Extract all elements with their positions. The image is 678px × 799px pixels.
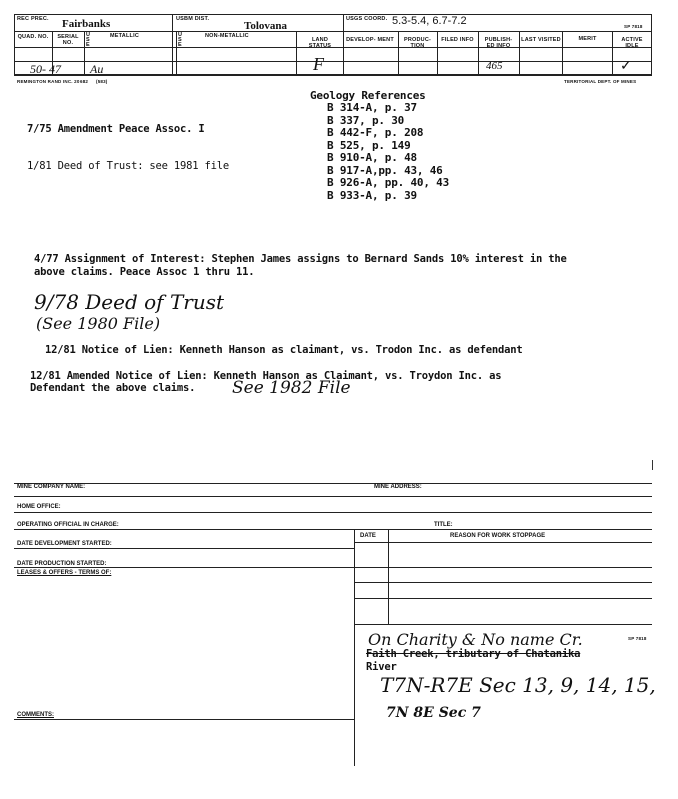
geology-reference-item: B 337, p. 30 (327, 113, 405, 127)
col-serial-no: SERIAL NO. (57, 34, 79, 46)
mine-company-label: MINE COMPANY NAME: (17, 484, 86, 490)
rec-prec-value: Fairbanks (62, 18, 111, 30)
operating-official-label: OPERATING OFFICIAL IN CHARGE: (17, 522, 119, 528)
handwritten-see-1982-file: See 1982 File (232, 378, 351, 398)
published-value: 465 (486, 60, 503, 72)
date-column-label: DATE (360, 533, 376, 539)
geology-reference-item: B 314-A, p. 37 (327, 101, 417, 114)
amendment-note: 7/75 Amendment Peace Assoc. I (27, 123, 205, 135)
form-code-2: (583) (96, 79, 108, 84)
col-quad-no: QUAD. NO. (17, 34, 49, 40)
handwritten-township-range: T7N-R7E Sec 13, 9, 14, 15, (380, 673, 656, 697)
col-production: PRODUC- TION (403, 37, 432, 49)
assignment-line-2: above claims. Peace Assoc 1 thru 11. (34, 266, 255, 278)
col-filed-info: FILED INFO (441, 37, 474, 43)
printer-credit: REMINGTON RAND INC. 20 (17, 79, 80, 84)
col-development: DEVELOP- MENT (346, 37, 394, 43)
form-code-1: 682 (80, 79, 89, 84)
usgs-coord-label: USGS COORD. (346, 16, 388, 22)
date-development-label: DATE DEVELOPMENT STARTED: (17, 541, 112, 547)
col-metallic: METALLIC (110, 33, 139, 39)
scan-mark (648, 460, 653, 470)
geology-reference-item: B 933-A, p. 39 (327, 188, 417, 202)
col-published-info: PUBLISH- ED INFO (484, 37, 513, 49)
geology-reference-item: B 442-F, p. 208 (327, 126, 424, 139)
handwritten-see-1980-file: (See 1980 File) (36, 314, 161, 333)
title-label: TITLE: (434, 522, 453, 528)
usgs-coord-value: 5.3-5.4, 6.7-7.2 (392, 15, 467, 27)
form-number-top: SP 7818 (624, 24, 643, 29)
col-use-metallic: U S E (86, 32, 91, 48)
handwritten-creek-name: On Charity & No name Cr. (368, 630, 583, 649)
metallic-value: Au (90, 62, 104, 76)
typed-creek-name: Faith Creek, tributary of Chatanika (366, 648, 581, 660)
geology-reference-item: B 910-A, p. 48 (327, 151, 417, 164)
department-name: TERRITORIAL DEPT. OF MINES (564, 79, 637, 84)
rec-prec-label: REC PREC. (17, 16, 49, 22)
amended-lien-line-2: Defendant the above claims. (30, 382, 196, 394)
mine-address-label: MINE ADDRESS: (374, 484, 422, 490)
land-status-value: F (313, 54, 324, 74)
form-number-bottom: SP 7818 (628, 636, 647, 641)
col-nonmetallic: NON-METALLIC (205, 33, 249, 39)
assignment-line-1: 4/77 Assignment of Interest: Stephen James assigns to Bernard Sands 10% interest in the (34, 253, 567, 265)
col-land-status: LAND STATUS (308, 37, 332, 49)
geology-reference-item: B 926-A, pp. 40, 43 (327, 176, 450, 189)
col-use-nonmetallic: U S E (178, 32, 183, 48)
comments-label: COMMENTS: (17, 712, 54, 718)
geology-reference-item: B 525, p. 149 (327, 138, 411, 152)
geology-reference-item: B 917-A,pp. 43, 46 (327, 163, 443, 177)
typed-river: River (366, 661, 397, 673)
usbm-dist-label: USBM DIST. (176, 16, 210, 22)
leases-offers-label: LEASES & OFFERS - TERMS OF: (17, 570, 112, 576)
col-active-idle: ACTIVE IDLE (621, 37, 643, 49)
quad-serial-value: 50- 47 (30, 62, 61, 76)
amended-lien-line-1: 12/81 Amended Notice of Lien: Kenneth Hanson as Claimant, vs. Troydon Inc. as (30, 370, 502, 382)
date-production-label: DATE PRODUCTION STARTED: (17, 561, 107, 567)
col-merit: MERIT (578, 36, 597, 42)
reason-column-label: REASON FOR WORK STOPPAGE (450, 533, 546, 539)
active-check-mark: ✓ (620, 59, 632, 74)
handwritten-township-range-2: 7N 8E Sec 7 (386, 705, 481, 721)
deed-1981-note: 1/81 Deed of Trust: see 1981 file (27, 160, 230, 172)
usbm-dist-value: Tolovana (244, 20, 288, 32)
geology-reference-list (327, 102, 449, 202)
geology-title: Geology References (310, 89, 426, 102)
col-last-visited: LAST VISITED (521, 37, 561, 43)
handwritten-deed-of-trust: 9/78 Deed of Trust (34, 290, 225, 314)
lien-note: 12/81 Notice of Lien: Kenneth Hanson as claimant, vs. Trodon Inc. as defendant (45, 344, 523, 356)
home-office-label: HOME OFFICE: (17, 504, 61, 510)
